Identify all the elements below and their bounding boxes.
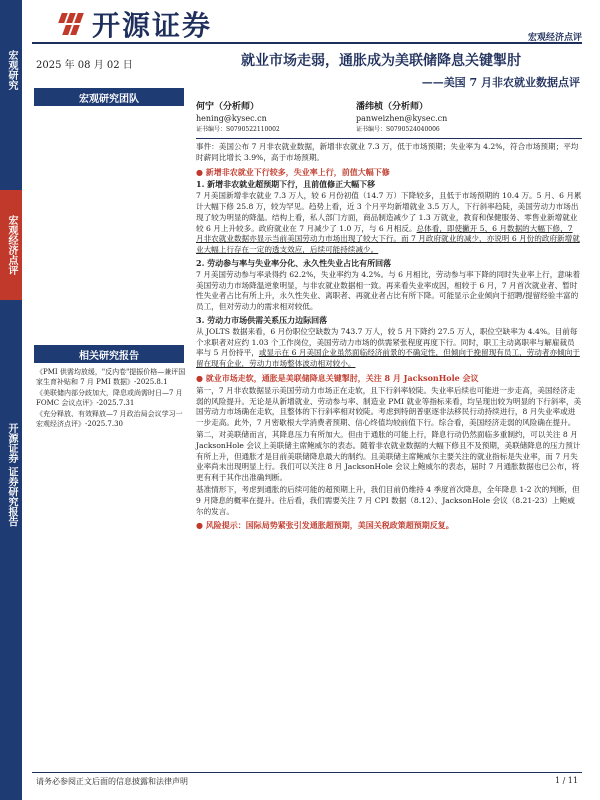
body-paragraph — [196, 191, 582, 256]
analyst-card — [356, 102, 447, 135]
event-paragraph: 事件：美国公布 7 月非农就业数据，新增非农就业 7.3 万，低于市场预期；失业率为 4.2%，符合市场预期；平均时薪同比增长 3.9%，高于市场预期。 — [196, 142, 579, 162]
subsection-heading: 2. 劳动参与率与失业率分化、永久性失业占比有所回落 — [196, 257, 392, 268]
related-report-link[interactable]: 《美联储内部分歧加大，降息或尚需时日—7 月 FOMC 会议点评》-2025.7.31 — [36, 389, 183, 407]
body-paragraph: 7 月美国劳动参与率录得约 62.2%，失业率约为 4.2%。与 6 月相比，劳动参与率下降的同时失业率上行，意味着美国劳动力市场降温逆象明显，与非农就业数据相一致。再来看失业率成因，相较于 6 月，7 月首次就业者、暂时性失业者占比有所上升，永久性失业、离职者、再就业者占比有所下降。可能显示企业倾向于招聘/提留经验丰富的员工，但对劳动力的需求相对较低。 — [196, 269, 581, 312]
sidebar-label-category: 宏观经济点评 — [0, 190, 22, 300]
subsection-heading: 3. 劳动力市场供需关系压力边际回落 — [196, 314, 328, 325]
subsection-heading: 1. 新增非农就业超预期下行，且前值修正大幅下移 — [196, 179, 376, 190]
body-paragraph — [196, 327, 582, 370]
analyst-cert: 证书编号：S0790524040006 — [356, 126, 440, 133]
footer-divider — [32, 772, 582, 773]
logo-mark-icon — [56, 11, 86, 37]
report-date: 2025 年 08 月 02 日 — [36, 60, 133, 71]
related-reports-list — [36, 368, 186, 432]
body-text-underlined: 或显示在 6 月美国企业虽然面临经济前景的不确定性，但倾向于挽留现有员工，劳动者亦倾向于留在现有企业，劳动力市场整体波动相对较小。 — [196, 348, 580, 369]
page-number: 1 / 11 — [554, 776, 578, 785]
body-text-underlined: 总体看，即使撇开 5、6 月数据的大幅下修，7 月非农就业数据亦显示当前美国劳动力市场出现了较大下行。而 7 月政府就业的减少，亦说明 6 月份的政府新增就业大幅上行存在一定的透支效应，后续可能持续减少。 — [196, 223, 580, 255]
related-reports-label: 相关研究报告 — [34, 345, 184, 363]
report-body — [196, 142, 582, 533]
body-paragraph: 第一，7 月非农数据显示美国劳动力市场正在走软，且下行斜率较陡。失业率后续也可能进一步走高，美国经济走弱的风险提升。无论是从新增就业、劳动参与率、制造业 PMI 就业等指标来看，均呈现出较为明显的下行斜率，美国劳动力市场确在走软，且整体的下行斜率相对较陡。考虑到特朗普驱逐非法移民行动持续进行，8 月失业率或进一步走高。此外，7 月密歇根大学消费者预期、信心终值均较前值下行。综合看，美国经济走弱的风险确在提升。 — [196, 385, 582, 428]
sidebar-label-research: 宏观研究 — [6, 50, 17, 90]
section-heading: ● 就业市场走软，通胀是美联储降息关键掣肘，关注 8 月 JacksonHole 会议 — [196, 372, 479, 383]
team-label: 宏观研究团队 — [34, 88, 184, 106]
analyst-name: 潘纬桢（分析师） — [356, 102, 429, 112]
analyst-name: 何宁（分析师） — [196, 102, 260, 112]
body-text: 7 月美国新增非农就业 7.3 万人，较 6 月份初值（14.7 万）下降较多，且低于市场预期的 10.4 万。5 月、6 月累计大幅下修 25.8 万，较为罕见。趋势上看，近 3 个月平均新增就业 3.5 万人，下行斜率趋陡，美国劳动力市场出现了较为明显的降温。结构上看，私人部门方面，商品制造减少了 1.3 万就业，教育和保健服务、零售业新增就业较 6 月上升较多。政府就业在 7 月减少了 1.0 万，与 6 月相反。 — [196, 191, 582, 233]
analyst-email[interactable]: panweizhen@kysec.cn — [356, 114, 448, 123]
footer-disclaimer: 请务必参阅正文后面的信息披露和法律声明 — [36, 777, 188, 786]
page-subtitle: ——美国 7 月非农就业数据点评 — [421, 76, 580, 89]
related-report-link[interactable]: 《充分释放、有效释放—7 月政治局会议学习一宏观经济点评》-2025.7.30 — [36, 410, 183, 428]
sidebar-label-brand: 开源证券 证券研究报告 — [6, 423, 17, 527]
risk-warning: ● 风险提示：国际局势紧张引发通胀超预期，美国关税政策超预期反复。 — [196, 520, 454, 531]
brand-logo — [56, 4, 212, 44]
analyst-email[interactable]: hening@kysec.cn — [196, 114, 267, 123]
logo-text: 开源证券 — [92, 9, 213, 42]
analyst-divider — [196, 138, 582, 139]
report-category: 宏观经济点评 — [527, 33, 582, 43]
body-text: 从 JOLTS 数据来看，6 月份职位空缺数为 743.7 万人，较 5 月下降约 27.5 万人，职位空缺率为 4.4%。目前每个求职者对应约 1.03 个工作岗位，美国劳动力市场的供需紧张程度再度下行。同时，职工主动离职率与解雇裁员率与 5 月份持平， — [196, 326, 578, 358]
analyst-cert: 证书编号：S0790522110002 — [196, 126, 280, 133]
body-paragraph: 第二，对美联储而言，其降息压力有所加大。但由于通胀的可能上行，降息行动仍然面临多重制约，可以关注 8 月 JacksonHole 会议上美联储主席鲍威尔的表态。随着非农就业数据的大幅下修且不及预期，美联储降息的压力预计有所上升，但通胀才是目前美联储降息最大的制约。且美联储主席鲍威尔主要关注的就业指标是失业率，而 7 月失业率尚未出现明显上行。我们可以关注 8 月 JacksonHole 会议上鲍威尔的表态，届时 7 月通胀数据也已公布，将更有利于其作出准确判断。 — [196, 429, 581, 483]
related-report-link[interactable]: 《PMI 供需均放缓，"反内卷"提振价格—兼评国家生育补贴和 7 月 PMI 数据》-2025.8.1 — [36, 368, 186, 386]
page-title: 就业市场走弱，通胀成为美联储降息关键掣肘 — [241, 53, 521, 69]
body-paragraph: 基准情形下，考虑到通胀的后续可能的超预期上升，我们目前仍维持 4 季度首次降息，全年降息 1-2 次的判断，但 9 月降息的概率在提升。往后看，我们需要关注 7 月 CPI 数据（8.12）、JacksonHole 会议（8.21-23）上鲍威尔的发言。 — [196, 484, 580, 516]
header-divider — [32, 42, 582, 44]
analyst-card — [196, 102, 280, 135]
section-heading: ● 新增非农就业下行较多，失业率上行，前值大幅下修 — [196, 166, 390, 177]
